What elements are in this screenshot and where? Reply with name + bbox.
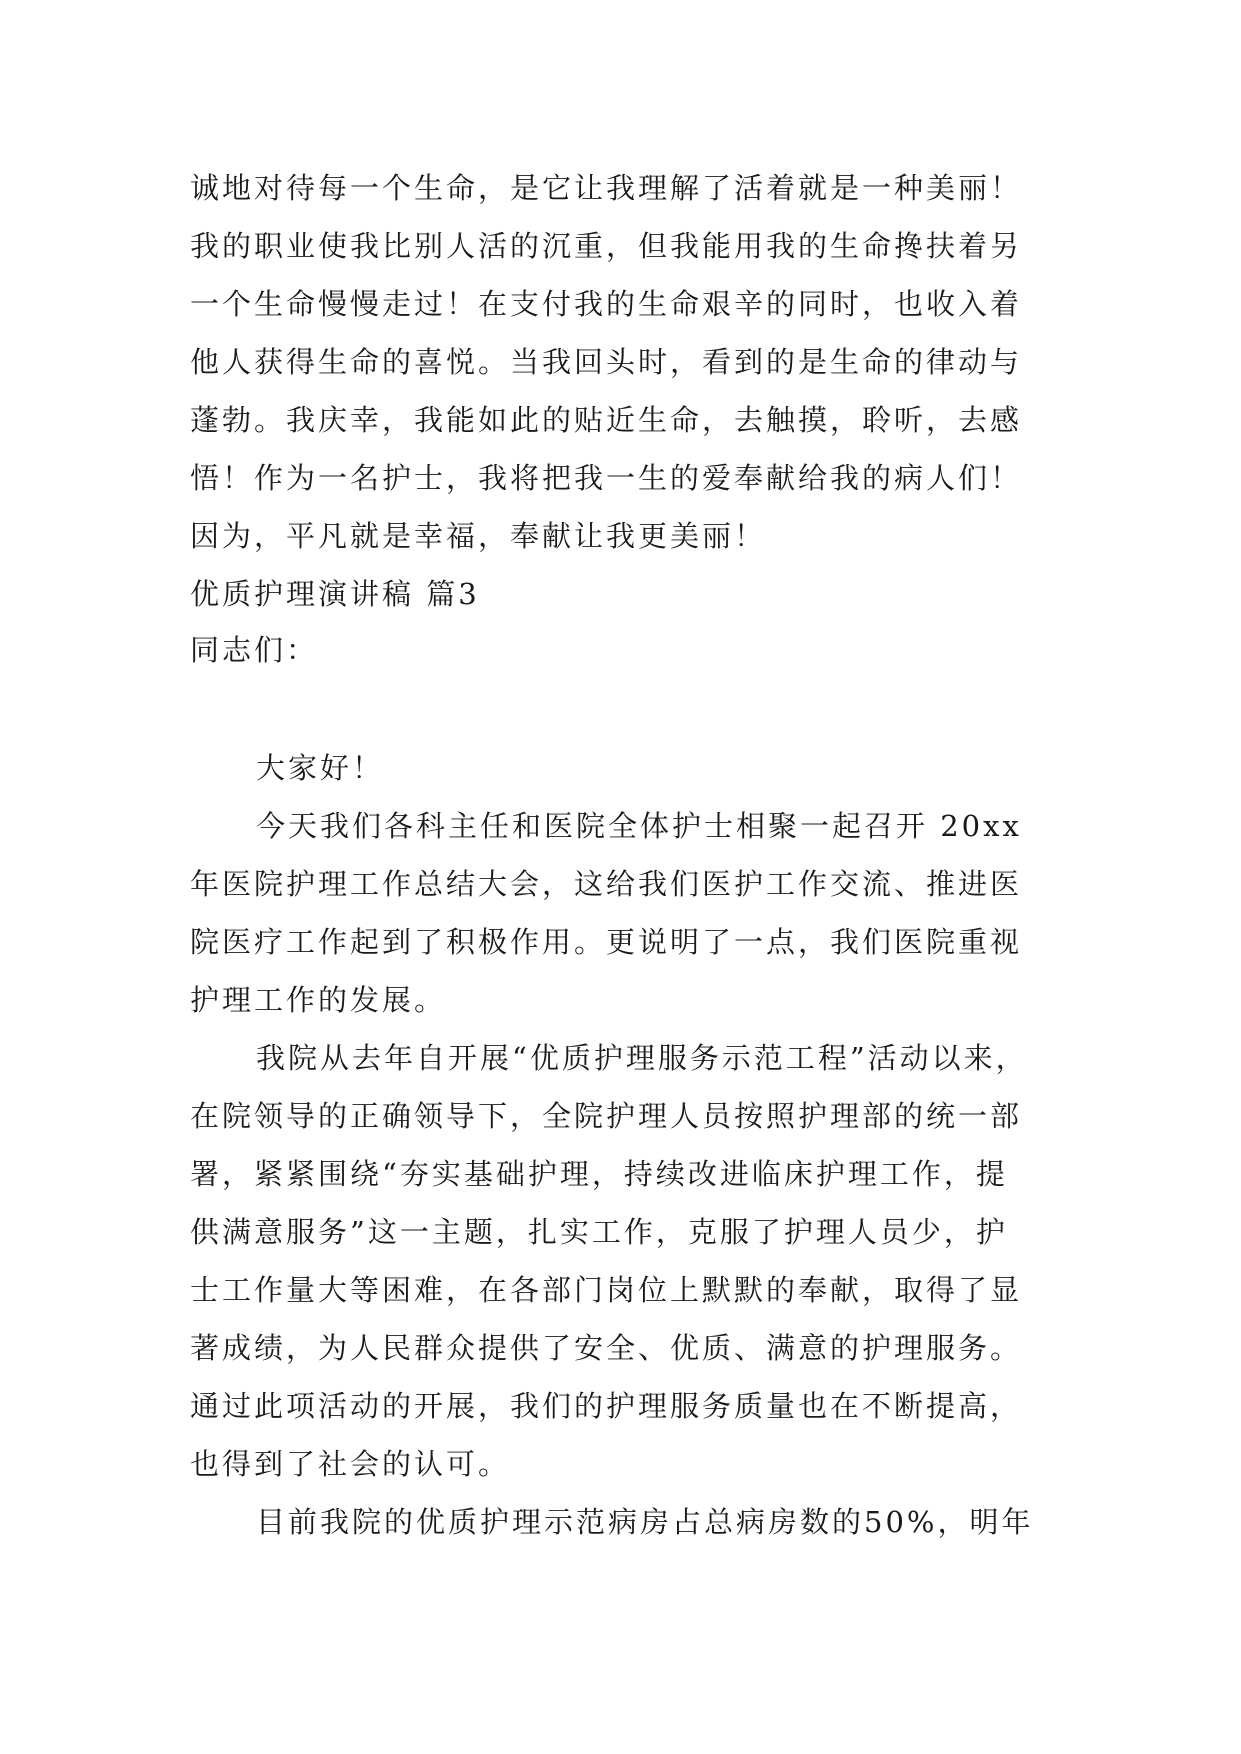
- text-line: 因为，平凡就是幸福，奉献让我更美丽！: [190, 519, 767, 553]
- text-line: 一个生命慢慢走过！在支付我的生命艰辛的同时，也收入着: [190, 287, 1023, 321]
- text-line: 他人获得生命的喜悦。当我回头时，看到的是生命的律动与: [190, 345, 1023, 379]
- text-line: 诚地对待每一个生命，是它让我理解了活着就是一种美丽！: [190, 171, 1023, 205]
- section-heading: 优质护理演讲稿 篇3: [190, 577, 480, 611]
- text-line: 著成绩，为人民群众提供了安全、优质、满意的护理服务。: [190, 1331, 1023, 1365]
- text-line: 署，紧紧围绕“夯实基础护理，持续改进临床护理工作，提: [190, 1157, 1008, 1191]
- text-line: 通过此项活动的开展，我们的护理服务质量也在不断提高，: [190, 1389, 1023, 1423]
- text-line: 在院领导的正确领导下，全院护理人员按照护理部的统一部: [190, 1099, 1023, 1133]
- text-line: 年医院护理工作总结大会，这给我们医护工作交流、推进医: [190, 867, 1023, 901]
- text-line: 目前我院的优质护理示范病房占总病房数的50%，明年: [256, 1505, 1034, 1539]
- text-line: 我的职业使我比别人活的沉重，但我能用我的生命搀扶着另: [190, 229, 1023, 263]
- text-line: 士工作量大等困难，在各部门岗位上默默的奉献，取得了显: [190, 1273, 1023, 1307]
- text-line: 院医疗工作起到了积极作用。更说明了一点，我们医院重视: [190, 925, 1023, 959]
- text-line: 也得到了社会的认可。: [190, 1447, 511, 1481]
- text-line: 今天我们各科主任和医院全体护士相聚一起召开 20xx: [256, 809, 1022, 843]
- greeting: 大家好！: [256, 751, 385, 785]
- text-line: 供满意服务”这一主题，扎实工作，克服了护理人员少，护: [190, 1215, 1008, 1249]
- text-line: 悟！作为一名护士，我将把我一生的爱奉献给我的病人们！: [190, 461, 1023, 495]
- salutation: 同志们：: [190, 633, 319, 667]
- text-line: 我院从去年自开展“优质护理服务示范工程”活动以来，: [256, 1041, 1028, 1075]
- text-line: 蓬勃。我庆幸，我能如此的贴近生命，去触摸，聆听，去感: [190, 403, 1023, 437]
- text-line: 护理工作的发展。: [190, 983, 447, 1017]
